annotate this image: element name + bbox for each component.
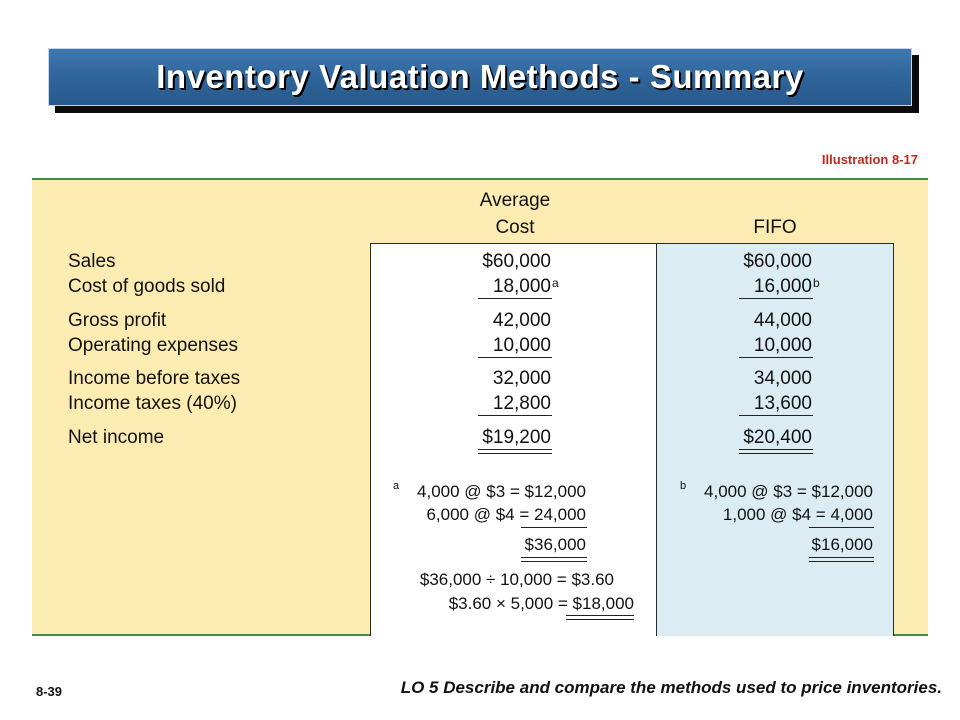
- header-average: Average: [479, 190, 551, 211]
- avg-cogs: 18,000: [492, 276, 551, 297]
- page-title: Inventory Valuation Methods - Summary: [156, 58, 804, 95]
- footnote-a-calc-double-underline: [566, 615, 634, 620]
- avg-cogs-underline: [478, 298, 552, 299]
- avg-gross-profit: 42,000: [492, 310, 551, 331]
- header-cost: Cost: [495, 217, 535, 238]
- fifo-taxes-underline: [739, 415, 813, 416]
- illustration-label: Illustration 8-17: [821, 152, 918, 167]
- footnote-a-line2: 6,000 @ $4 = 24,000: [426, 505, 586, 524]
- label-sales: Sales: [68, 251, 116, 272]
- fifo-income-taxes: 13,600: [753, 393, 812, 414]
- avg-taxes-underline: [478, 415, 552, 416]
- fifo-opex-underline: [739, 357, 813, 358]
- title-banner: [48, 48, 912, 106]
- footnote-b-line2: 1,000 @ $4 = 4,000: [722, 505, 873, 524]
- footnote-b-marker: b: [680, 480, 687, 492]
- avg-operating-expenses: 10,000: [492, 335, 551, 356]
- label-income-before-taxes: Income before taxes: [68, 368, 241, 389]
- avg-cogs-note: a: [552, 276, 559, 290]
- footnote-a-underline: [521, 527, 587, 528]
- footnote-a-marker: a: [393, 480, 400, 492]
- header-fifo: FIFO: [753, 217, 797, 238]
- avg-net-income: $19,200: [482, 427, 551, 448]
- fifo-operating-expenses: 10,000: [753, 335, 812, 356]
- fifo-income-before-taxes: 34,000: [753, 368, 812, 389]
- fifo-cogs: 16,000: [753, 276, 812, 297]
- avg-opex-underline: [478, 357, 552, 358]
- fifo-gross-profit: 44,000: [753, 310, 812, 331]
- label-net-income: Net income: [68, 427, 165, 448]
- footnote-a-calc2: $3.60 × 5,000 = $18,000: [448, 594, 634, 613]
- footnote-b-total-double-underline: [809, 557, 874, 562]
- footnote-b-underline: [809, 527, 874, 528]
- learning-objective: LO 5 Describe and compare the methods used to price inventories.: [400, 678, 942, 697]
- fifo-cogs-underline: [739, 298, 813, 299]
- footnote-a-total: $36,000: [524, 535, 586, 554]
- footnote-b-line1: 4,000 @ $3 = $12,000: [704, 482, 873, 501]
- avg-income-before-taxes: 32,000: [492, 368, 551, 389]
- avg-net-income-double-underline: [478, 449, 552, 454]
- avg-income-taxes: 12,800: [492, 393, 551, 414]
- fifo-net-income-double-underline: [739, 449, 813, 454]
- label-income-taxes: Income taxes (40%): [68, 393, 237, 414]
- footnote-a-calc1: $36,000 ÷ 10,000 = $3.60: [419, 570, 614, 589]
- avg-sales: $60,000: [482, 251, 551, 272]
- footnote-a-total-double-underline: [521, 557, 587, 562]
- label-cogs: Cost of goods sold: [68, 276, 226, 297]
- fifo-cogs-note: b: [813, 276, 820, 290]
- fifo-net-income: $20,400: [743, 427, 812, 448]
- label-operating-expenses: Operating expenses: [68, 335, 239, 356]
- label-gross-profit: Gross profit: [68, 310, 167, 331]
- fifo-sales: $60,000: [743, 251, 812, 272]
- footnote-a-line1: 4,000 @ $3 = $12,000: [417, 482, 586, 501]
- slide-number: 8-39: [36, 684, 63, 699]
- footnote-b-total: $16,000: [811, 535, 873, 554]
